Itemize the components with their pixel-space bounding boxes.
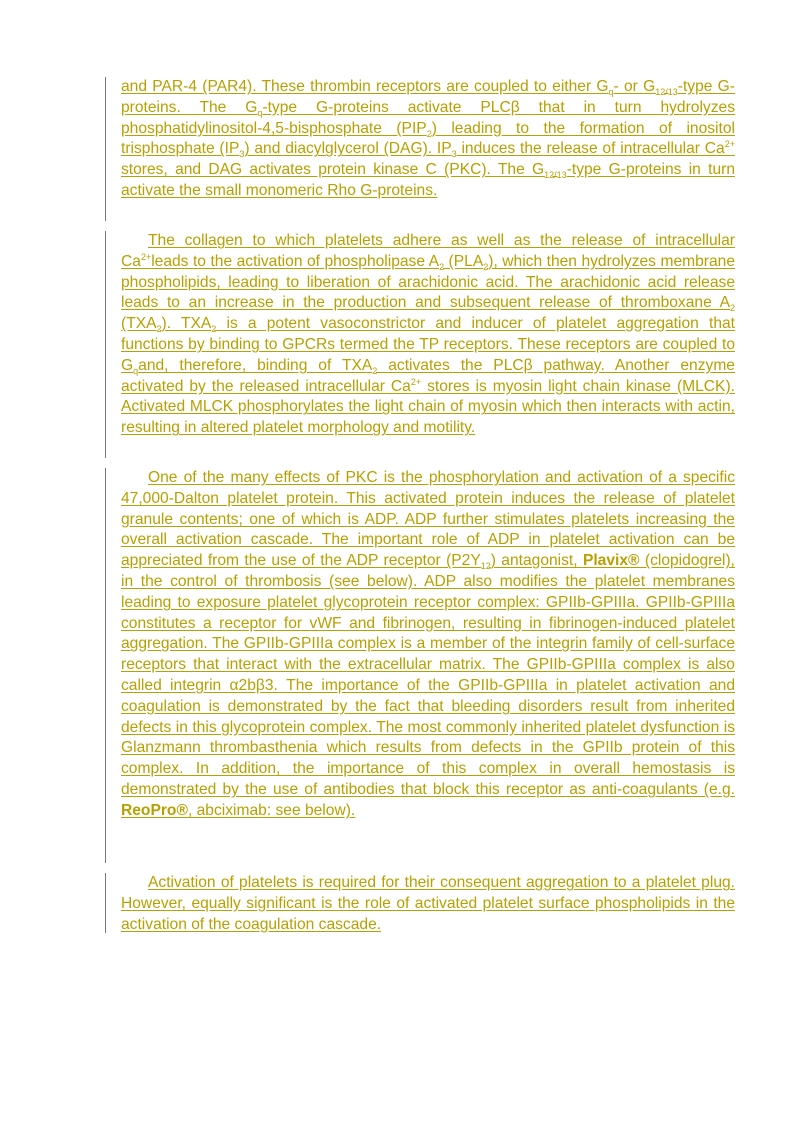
text-run: ). TXA (161, 315, 212, 333)
text-run: ) leading to the formation of inositol trisphosphate (IP (121, 119, 735, 158)
text-run-sub: q (257, 107, 263, 118)
paragraph-thrombin-receptors (121, 77, 735, 202)
paragraph-platelet-activation (121, 873, 735, 935)
text-run: leads to the activation of phospholipase A (151, 252, 440, 270)
text-run-sub: 2 (372, 365, 378, 376)
text-run-sub: 3 (451, 149, 457, 160)
text-run: is a potent vasoconstrictor and inducer of platelet aggregation that functions by binding to GPCRs termed the TP receptors. These receptors are coupled to G (121, 315, 735, 374)
text-run-sub: 2 (426, 128, 432, 139)
text-run: , abciximab: see below). (187, 801, 356, 819)
text-run: induces the release of intracellular Ca (456, 140, 725, 158)
text-run: and, therefore, binding of TXA (138, 356, 373, 374)
text-run: The collagen to which platelets adhere as well as the release of intracellular Ca (121, 232, 735, 270)
text-run: ), which then hydrolyzes membrane phospholipids, leading to liberation of arachidonic acid. The arachidonic acid release leads to an increase in the production and subsequent release of thromboxane A (121, 252, 735, 312)
text-run-sub: 12 (480, 561, 491, 572)
text-run-sup: 2+ (140, 251, 152, 262)
text-run-sub: 2 (729, 303, 735, 314)
text-run-sup: 2+ (410, 376, 422, 387)
text-run: - or G (613, 78, 656, 95)
text-run-b: ReoPro® (121, 801, 188, 819)
text-run: ) antagonist, (490, 552, 583, 570)
text-run: activates the PLCβ pathway. Another enzyme activated by the released intracellular Ca (121, 356, 735, 395)
text-run: -type G-proteins. The G (121, 78, 735, 116)
text-run: (TXA (121, 315, 157, 333)
text-run-sub: 2 (156, 324, 162, 335)
text-run-sub: q (133, 365, 139, 376)
revision-change-bar (105, 77, 106, 221)
text-run: (PLA (444, 252, 484, 270)
text-run: -type G-proteins activate PLCβ that in turn hydrolyzes phosphatidylinositol-4,5-bisphosphate (PIP (121, 98, 735, 137)
paragraph-collagen-pla2 (121, 231, 735, 439)
revision-change-bar (105, 231, 106, 458)
text-run-sub: q (608, 87, 614, 98)
text-run: stores, and DAG activates protein kinase C (PKC). The G (121, 161, 545, 179)
text-run-sub: 2 (483, 261, 489, 272)
text-run: stores is myosin light chain kinase (MLCK). Activated MLCK phosphorylates the light chain of myosin which then interacts with actin, resulting in altered platelet morphology and motility. (121, 377, 735, 437)
text-run: (clopidogrel), in the control of thrombosis (see below). ADP also modifies the platelet membranes leading to exposure platelet glycoprotein receptor complex: GPIIb-GPIIIa. GPIIb-GPIIIa constitutes a receptor for vWF and fibrinogen, resulting in fibrinogen-induced platelet aggregation. The GPIIb-GPIIIa complex is a member of the integrin family of cell-surface receptors that interact with the extracellular matrix. The GPIIb-GPIIIa complex is also called integrin α2bβ3. The importance of the GPIIb-GPIIIa in platelet activation and coagulation is demonstrated by the fact that bleeding disorders result from inherited defects in this glycoprotein complex. The most commonly inherited platelet dysfunction is Glanzmann thrombasthenia which results from defects in the GPIIb protein of this complex. In addition, the importance of this complex in overall hemostasis is demonstrated by the use of antibodies that block this receptor as anti-coagulants (e.g. (121, 552, 736, 798)
text-run: and PAR-4 (PAR4). These thrombin receptors are coupled to either G (121, 78, 609, 95)
text-run: Activation of platelets is required for their consequent aggregation to a platelet plug. However, equally significant is the role of activated platelet surface phospholipids in the activation of the coagulation cascade. (121, 874, 735, 933)
text-run: One of the many effects of PKC is the phosphorylation and activation of a specific 47,000-Dalton platelet protein. This activated protein induces the release of platelet granule contents; one of which is ADP. ADP further stimulates platelets increasing the overall activation cascade. The important role of ADP in platelet activation can be appreciated from the use of the ADP receptor (P2Y (121, 469, 735, 570)
text-run-sub: 2 (439, 261, 445, 272)
revision-change-bar (105, 468, 106, 863)
paragraph-pkc-adp (121, 468, 735, 822)
text-run-sub: 3 (239, 149, 245, 160)
text-run: ) and diacylglycerol (DAG). IP (244, 140, 452, 158)
text-run-sub: 12/13 (655, 87, 678, 98)
text-run-sub: 12/13 (544, 170, 567, 181)
text-run-b: Plavix® (582, 552, 640, 570)
revision-change-bar (105, 873, 106, 933)
text-run-sub: 2 (211, 324, 217, 335)
text-run: -type G-proteins in turn activate the small monomeric Rho G-proteins. (121, 161, 735, 199)
text-run-sup: 2+ (724, 139, 735, 150)
